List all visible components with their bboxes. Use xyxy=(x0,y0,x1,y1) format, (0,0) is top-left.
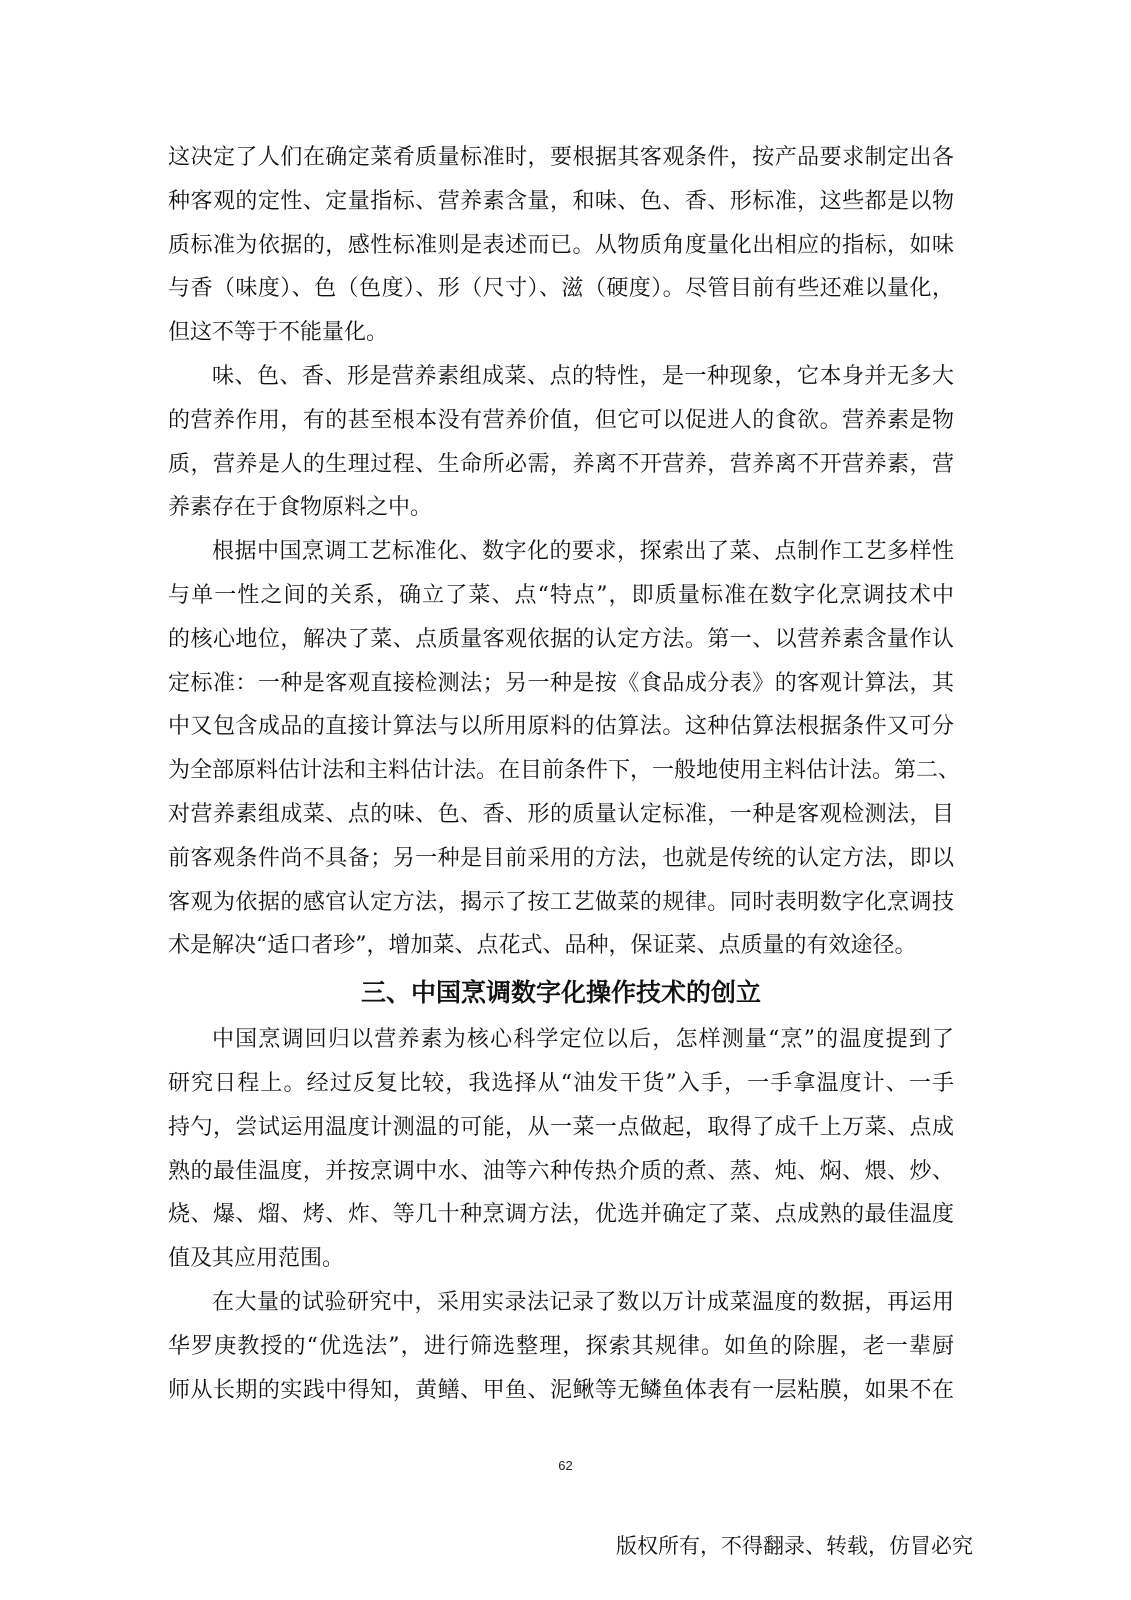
page-number: 62 xyxy=(558,1458,573,1473)
page-body xyxy=(168,136,961,1412)
copyright-notice: 版权所有，不得翻录、转载，仿冒必究 xyxy=(616,1534,973,1558)
text-line: 中又包含成品的直接计算法与以所用原料的估算法。这种估算法根据条件又可分 xyxy=(168,714,954,740)
text-line: 在大量的试验研究中，采用实录法记录了数以万计成菜温度的数据，再运用 xyxy=(212,1289,954,1315)
text-line: 值及其应用范围。 xyxy=(168,1246,345,1272)
text-line: 术是解决“适口者珍”，增加菜、点花式、品种，保证菜、点质量的有效途径。 xyxy=(168,933,917,959)
text-line: 烧、爆、熘、烤、炸、等几十种烹调方法，优选并确定了菜、点成熟的最佳温度 xyxy=(168,1202,954,1228)
text-line: 定标准：一种是客观直接检测法；另一种是按《食品成分表》的客观计算法，其 xyxy=(168,670,954,696)
text-line: 客观为依据的感官认定方法，揭示了按工艺做菜的规律。同时表明数字化烹调技 xyxy=(168,889,954,915)
text-line: 前客观条件尚不具备；另一种是目前采用的方法，也就是传统的认定方法，即以 xyxy=(168,845,954,871)
text-line: 师从长期的实践中得知，黄鳝、甲鱼、泥鳅等无鳞鱼体表有一层粘膜，如果不在 xyxy=(168,1377,954,1403)
paragraph xyxy=(168,355,954,530)
text-line: 持勺，尝试运用温度计测温的可能，从一菜一点做起，取得了成千上万菜、点成 xyxy=(168,1114,954,1140)
section-heading: 三、中国烹调数字化操作技术的创立 xyxy=(360,978,761,1008)
text-line: 养素存在于食物原料之中。 xyxy=(168,495,433,521)
text-line: 种客观的定性、定量指标、营养素含量，和味、色、香、形标准，这些都是以物 xyxy=(168,188,954,214)
text-line: 但这不等于不能量化。 xyxy=(168,320,389,346)
paragraph xyxy=(168,530,961,968)
text-line: 与单一性之间的关系，确立了菜、点“特点”，即质量标准在数字化烹调技术中 xyxy=(168,582,954,608)
paragraph xyxy=(168,1281,954,1412)
text-line: 为全部原料估计法和主料估计法。在目前条件下，一般地使用主料估计法。第二、 xyxy=(168,758,961,784)
text-line: 对营养素组成菜、点的味、色、香、形的质量认定标准，一种是客观检测法，目 xyxy=(168,801,954,827)
paragraph xyxy=(168,1018,954,1281)
text-line: 与香（味度）、色（色度）、形（尺寸）、滋（硬度）。尽管目前有些还难以量化， xyxy=(168,276,954,302)
text-line: 华罗庚教授的“优选法”，进行筛选整理，探索其规律。如鱼的除腥，老一辈厨 xyxy=(168,1333,954,1359)
text-line: 这决定了人们在确定菜肴质量标准时，要根据其客观条件，按产品要求制定出各 xyxy=(168,145,954,170)
text-line: 的核心地位，解决了菜、点质量客观依据的认定方法。第一、以营养素含量作认 xyxy=(168,626,954,652)
text-line: 的营养作用，有的甚至根本没有营养价值，但它可以促进人的食欲。营养素是物 xyxy=(168,407,954,433)
text-line: 熟的最佳温度，并按烹调中水、油等六种传热介质的煮、蒸、炖、焖、煨、炒、 xyxy=(168,1158,954,1184)
text-line: 味、色、香、形是营养素组成菜、点的特性，是一种现象，它本身并无多大 xyxy=(212,363,954,389)
paragraph xyxy=(168,136,954,355)
text-line: 根据中国烹调工艺标准化、数字化的要求，探索出了菜、点制作工艺多样性 xyxy=(212,539,954,565)
text-line: 质标准为依据的，感性标准则是表述而已。从物质角度量化出相应的指标，如味 xyxy=(168,232,954,258)
text-line: 研究日程上。经过反复比较，我选择从“油发干货”入手，一手拿温度计、一手 xyxy=(168,1070,954,1096)
text-line: 质，营养是人的生理过程、生命所必需，养离不开营养，营养离不开营养素，营 xyxy=(168,451,954,477)
text-line: 中国烹调回归以营养素为核心科学定位以后，怎样测量“烹”的温度提到了 xyxy=(212,1027,954,1053)
